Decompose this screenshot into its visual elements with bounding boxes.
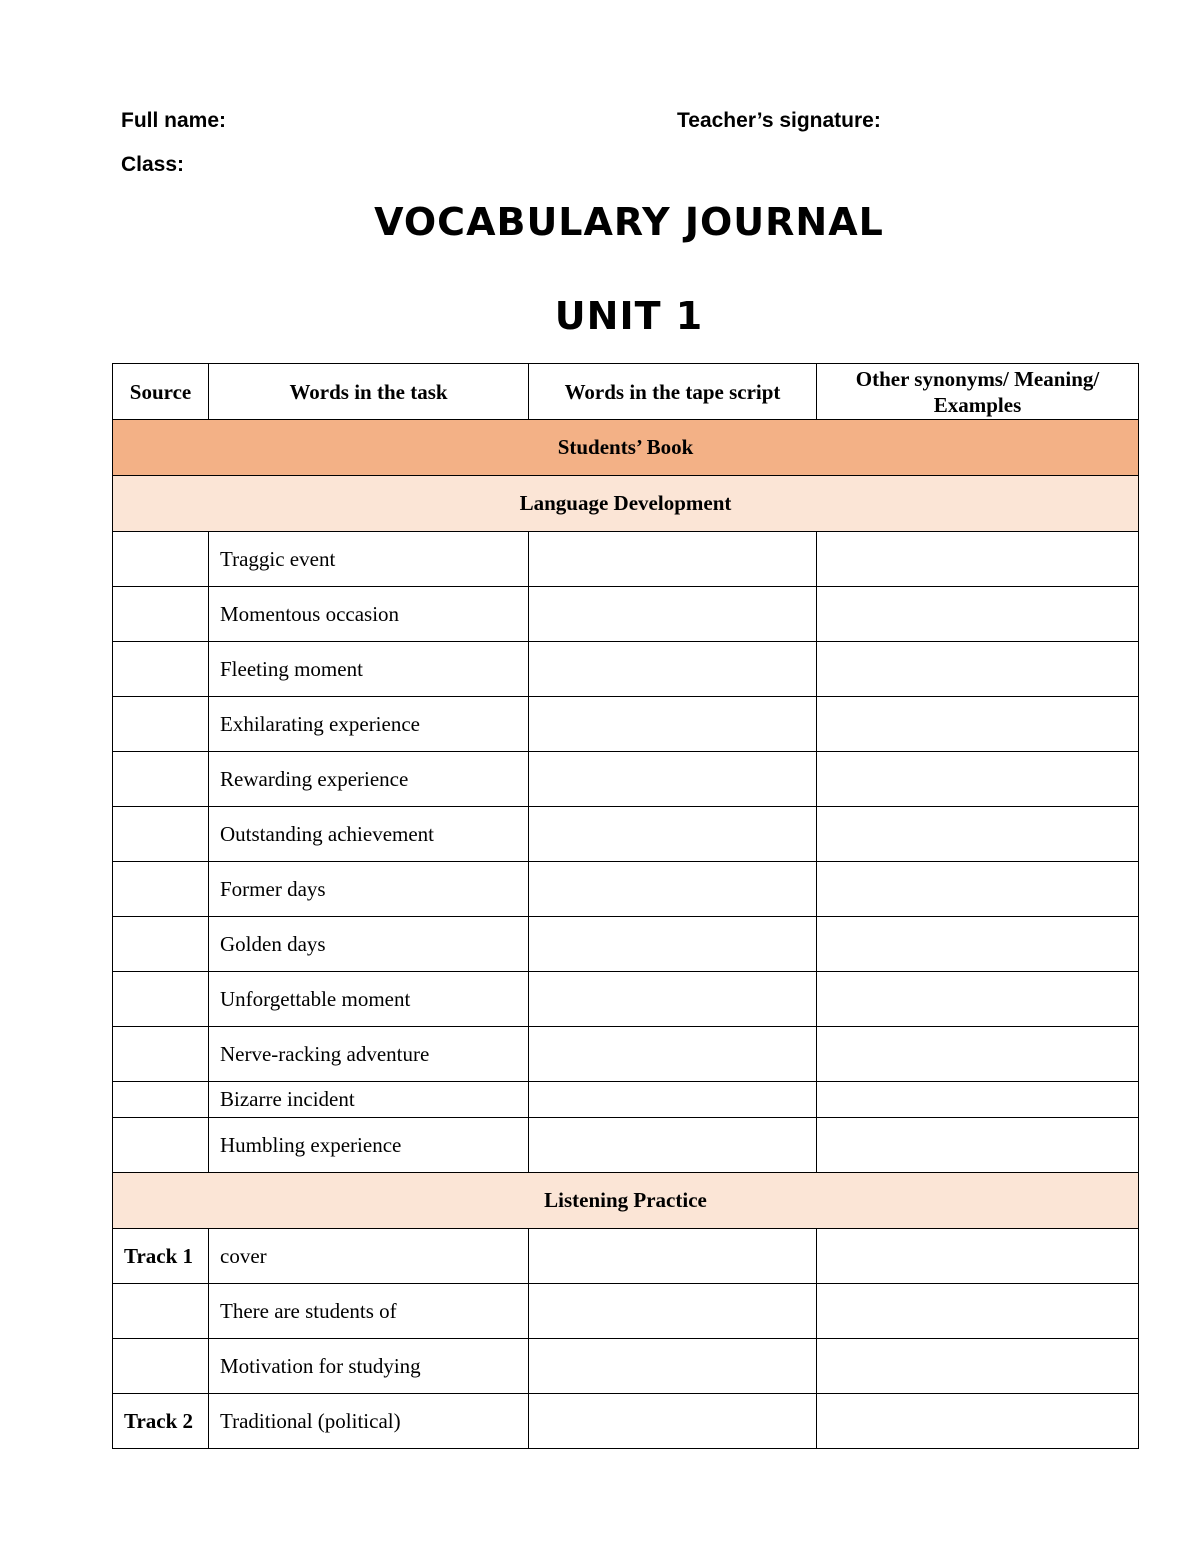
source-cell (113, 917, 209, 972)
tape-script-cell (529, 1284, 817, 1339)
table-row (113, 1082, 1139, 1118)
synonyms-cell (817, 807, 1139, 862)
section-title: Students’ Book (113, 420, 1139, 476)
table-row (113, 972, 1139, 1027)
table-row (113, 752, 1139, 807)
synonyms-cell (817, 1229, 1139, 1284)
tape-script-cell (529, 1082, 817, 1118)
vocabulary-table (112, 363, 1139, 1449)
tape-script-cell (529, 1229, 817, 1284)
table-row (113, 807, 1139, 862)
table-row (113, 1339, 1139, 1394)
table-row (113, 532, 1139, 587)
source-cell (113, 752, 209, 807)
tape-script-cell (529, 862, 817, 917)
task-word-cell: Nerve-racking adventure (209, 1027, 529, 1082)
class-label: Class: (121, 153, 185, 176)
task-word-cell: Momentous occasion (209, 587, 529, 642)
task-word-cell: cover (209, 1229, 529, 1284)
section-title: Listening Practice (113, 1173, 1139, 1229)
task-word-cell: Traditional (political) (209, 1394, 529, 1449)
task-word-cell: There are students of (209, 1284, 529, 1339)
table-row (113, 1394, 1139, 1449)
task-word-cell: Unforgettable moment (209, 972, 529, 1027)
task-word-cell: Outstanding achievement (209, 807, 529, 862)
tape-script-cell (529, 587, 817, 642)
tape-script-cell (529, 1118, 817, 1173)
table-row (113, 1284, 1139, 1339)
synonyms-cell (817, 1027, 1139, 1082)
source-cell (113, 972, 209, 1027)
source-cell: Track 1 (113, 1229, 209, 1284)
synonyms-cell (817, 642, 1139, 697)
full-name-label: Full name: (121, 109, 227, 132)
teacher-signature-label: Teacher’s signature: (677, 109, 881, 132)
synonyms-cell (817, 972, 1139, 1027)
source-cell (113, 1284, 209, 1339)
table-row (113, 587, 1139, 642)
document-title: VOCABULARY JOURNAL (374, 200, 884, 244)
task-word-cell: Rewarding experience (209, 752, 529, 807)
source-cell (113, 862, 209, 917)
table-row (113, 697, 1139, 752)
source-cell (113, 1082, 209, 1118)
tape-script-cell (529, 917, 817, 972)
tape-script-cell (529, 1339, 817, 1394)
table-row (113, 917, 1139, 972)
tape-script-cell (529, 1394, 817, 1449)
tape-script-cell (529, 697, 817, 752)
source-cell: Track 2 (113, 1394, 209, 1449)
section-row-students-book (113, 420, 1139, 476)
task-word-cell: Humbling experience (209, 1118, 529, 1173)
task-word-cell: Fleeting moment (209, 642, 529, 697)
column-header-task-words: Words in the task (209, 364, 529, 420)
synonyms-cell (817, 917, 1139, 972)
source-cell (113, 697, 209, 752)
tape-script-cell (529, 642, 817, 697)
source-cell (113, 807, 209, 862)
task-word-cell: Golden days (209, 917, 529, 972)
tape-script-cell (529, 1027, 817, 1082)
tape-script-cell (529, 972, 817, 1027)
source-cell (113, 587, 209, 642)
source-cell (113, 1027, 209, 1082)
section-title: Language Development (113, 476, 1139, 532)
table-row (113, 862, 1139, 917)
synonyms-cell (817, 752, 1139, 807)
synonyms-cell (817, 587, 1139, 642)
synonyms-cell (817, 1339, 1139, 1394)
section-row-language-development (113, 476, 1139, 532)
synonyms-cell (817, 1284, 1139, 1339)
synonyms-cell (817, 1394, 1139, 1449)
synonyms-cell (817, 697, 1139, 752)
synonyms-cell (817, 1082, 1139, 1118)
source-cell (113, 1118, 209, 1173)
table-row (113, 1027, 1139, 1082)
table-row (113, 1118, 1139, 1173)
column-header-tape-words: Words in the tape script (529, 364, 817, 420)
column-header-source: Source (113, 364, 209, 420)
source-cell (113, 1339, 209, 1394)
table-row (113, 1229, 1139, 1284)
synonyms-cell (817, 1118, 1139, 1173)
task-word-cell: Bizarre incident (209, 1082, 529, 1118)
task-word-cell: Motivation for studying (209, 1339, 529, 1394)
task-word-cell: Traggic event (209, 532, 529, 587)
table-header-row (113, 364, 1139, 420)
synonyms-cell (817, 532, 1139, 587)
column-header-synonyms: Other synonyms/ Meaning/ Examples (817, 364, 1139, 420)
section-row-listening-practice (113, 1173, 1139, 1229)
source-cell (113, 642, 209, 697)
synonyms-cell (817, 862, 1139, 917)
task-word-cell: Former days (209, 862, 529, 917)
tape-script-cell (529, 752, 817, 807)
task-word-cell: Exhilarating experience (209, 697, 529, 752)
table-row (113, 642, 1139, 697)
unit-title: UNIT 1 (554, 294, 704, 338)
source-cell (113, 532, 209, 587)
tape-script-cell (529, 807, 817, 862)
tape-script-cell (529, 532, 817, 587)
